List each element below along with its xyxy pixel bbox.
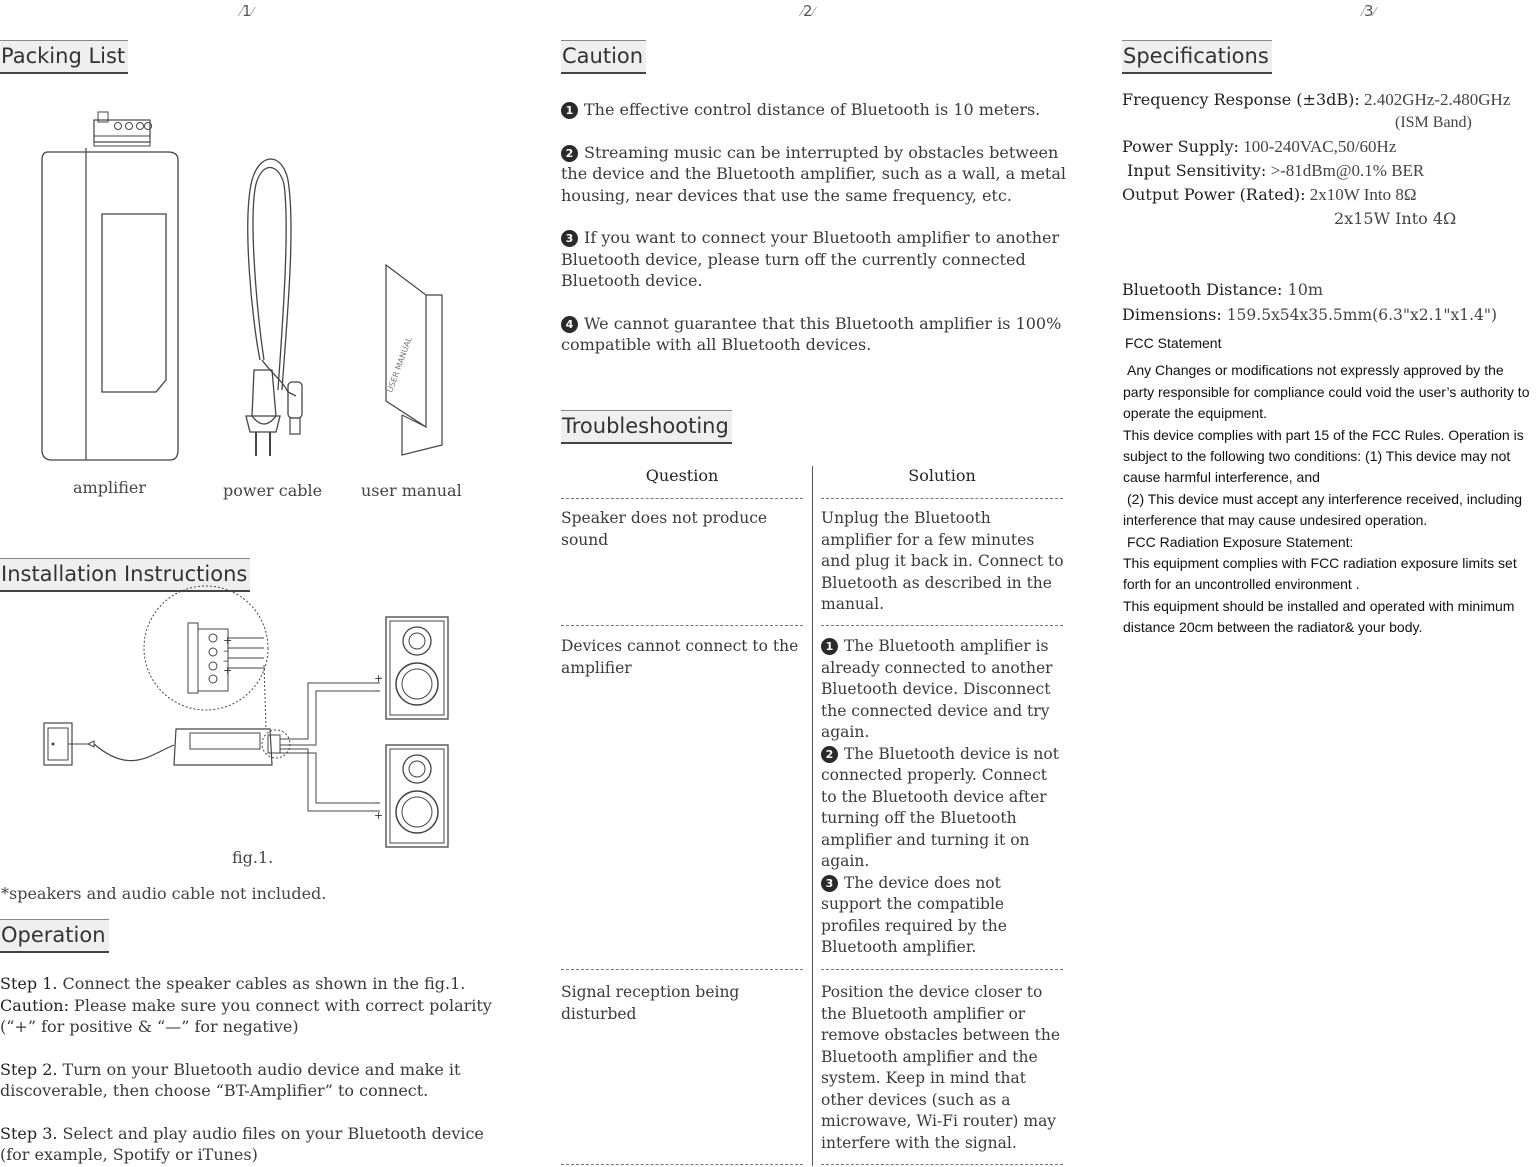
step-3: Step 3. Select and play audio files on your Bluetooth device (for example, Spotify or iTunes) <box>0 1123 484 1164</box>
row-separator <box>821 625 1063 626</box>
spec-power-supply: Power Supply: 100-240VAC,50/60Hz <box>1122 137 1397 156</box>
troubleshooting-title: Troubleshooting <box>561 410 732 444</box>
solution-2-item-2: 2 The Bluetooth device is not connected properly. Connect to the Bluetooth device after turning off the Bluetooth amplifier and turning it on again. <box>821 744 1059 870</box>
installation-note: *speakers and audio cable not included. <box>1 884 327 903</box>
fcc-title: FCC Statement <box>1125 335 1222 351</box>
solution-2-item-3: 3 The device does not support the compatible profiles required by the Bluetooth amplifier. <box>821 873 1007 956</box>
caution-item-1: 1 The effective control distance of Bluetooth is 10 meters. <box>561 99 1073 121</box>
power-cable-illustration <box>232 160 312 460</box>
power-cable-label: power cable <box>223 481 323 500</box>
fcc-statement <box>1123 333 1535 639</box>
spec-dimensions: Dimensions: 159.5x54x35.5mm(6.3"x2.1"x1.4") <box>1122 305 1498 324</box>
row-separator <box>821 1164 1063 1165</box>
row-separator <box>561 969 803 970</box>
caution-item-2: 2 Streaming music can be interrupted by obstacles between the device and the Bluetooth amplifier, such as a wall, a metal housing, near devices that use the same frequency, etc. <box>561 142 1067 205</box>
page-number-1: ⁄1⁄ <box>240 2 254 20</box>
question-2: Devices cannot connect to the amplifier <box>561 637 799 677</box>
row-separator <box>821 498 1063 499</box>
spec-frequency-band: (ISM Band) <box>1395 114 1472 131</box>
speaker2-minus: – <box>374 796 380 809</box>
row-separator <box>561 498 803 499</box>
page-number-2: ⁄2⁄ <box>801 2 815 20</box>
fcc-paragraph-6: This equipment should be installed and operated with minimum distance 20cm between the radiator& your body. <box>1123 597 1515 636</box>
solution-3: Position the device closer to the Bluetooth amplifier or remove obstacles between the Bluetooth amplifier and the system. Keep in mind that other devices (such as a microwave, Wi-Fi router) may interfere with the signal. <box>821 983 1061 1152</box>
zoom-polarity-minus: – <box>223 644 229 657</box>
operation-steps <box>0 973 500 1166</box>
question-3: Signal reception being disturbed <box>561 983 740 1023</box>
caution-item-3: 3 If you want to connect your Bluetooth amplifier to another Bluetooth device, please turn off the currently connected Bluetooth device. <box>561 228 1060 290</box>
solution-2-item-1: 1 The Bluetooth amplifier is already connected to another Bluetooth device. Disconnect the connected device and try again. <box>821 637 1053 741</box>
row-separator <box>821 969 1063 970</box>
table-divider <box>812 466 813 1166</box>
row-separator <box>561 1164 803 1165</box>
zoom-polarity-minus-2: – <box>223 654 229 667</box>
fcc-paragraph-5: This equipment complies with FCC radiation exposure limits set forth for an uncontrolled environment . <box>1123 555 1517 593</box>
col-question-header: Question <box>645 466 719 485</box>
speaker1-plus: + <box>374 672 384 685</box>
manual-cover-text: USER MANUAL <box>385 335 414 394</box>
caution-note: Caution: Please make sure you connect with correct polarity (“+” for positive & “—” for negative) <box>0 995 492 1036</box>
amplifier-illustration <box>38 112 183 464</box>
caution-title: Caution <box>561 40 646 74</box>
question-1: Speaker does not produce sound <box>561 509 768 549</box>
installation-diagram <box>40 605 460 850</box>
page-number-3: ⁄3⁄ <box>1362 2 1376 20</box>
fcc-paragraph-1: Any Changes or modifications not expressly approved by the party responsible for compliance could void the user’s authority to operate the equipment. <box>1123 362 1530 422</box>
spec-input-sensitivity: Input Sensitivity: >-81dBm@0.1% BER <box>1127 161 1425 180</box>
spec-frequency: Frequency Response (±3dB): 2.402GHz-2.480GHz <box>1122 90 1511 109</box>
zoom-polarity-plus: + <box>223 634 233 647</box>
installation-title: Installation Instructions <box>0 558 250 592</box>
caution-item-4: 4 We cannot guarantee that this Bluetooth amplifier is 100% compatible with all Bluetooth devices. <box>561 313 1062 354</box>
fcc-radiation-title: FCC Radiation Exposure Statement: <box>1127 533 1354 550</box>
zoom-polarity-plus-2: + <box>223 664 233 677</box>
row-separator <box>561 625 803 626</box>
spec-output-power-2: 2x15W Into 4Ω <box>1334 209 1457 228</box>
spec-output-power: Output Power (Rated): 2x10W Into 8Ω <box>1122 185 1417 204</box>
packing-list-title: Packing List <box>0 40 128 74</box>
operation-title: Operation <box>0 919 109 953</box>
figure-caption: fig.1. <box>232 848 274 867</box>
fcc-paragraph-2: This device complies with part 15 of the FCC Rules. Operation is subject to the following two conditions: (1) This device may not cause harmful interference, and <box>1123 426 1524 486</box>
solution-2 <box>821 636 1065 959</box>
user-manual-illustration <box>380 265 450 457</box>
step-1: Step 1. Connect the speaker cables as shown in the fig.1. <box>0 974 466 993</box>
specifications-title: Specifications <box>1122 40 1272 74</box>
caution-list <box>561 99 1073 356</box>
speaker1-minus: – <box>374 684 380 697</box>
fcc-paragraph-3: (2) This device must accept any interference received, including interference that may cause undesired operation. <box>1123 490 1523 529</box>
solution-1: Unplug the Bluetooth amplifier for a few minutes and plug it back in. Connect to Bluetooth as described in the manual. <box>821 509 1064 613</box>
user-manual-label: user manual <box>361 481 462 500</box>
spec-bluetooth-distance: Bluetooth Distance: 10m <box>1122 280 1324 299</box>
speaker2-plus: + <box>374 809 384 822</box>
col-solution-header: Solution <box>908 466 976 485</box>
amplifier-label: amplifier <box>73 478 146 497</box>
step-2: Step 2. Turn on your Bluetooth audio device and make it discoverable, then choose “BT-Amplifier” to connect. <box>0 1059 461 1100</box>
